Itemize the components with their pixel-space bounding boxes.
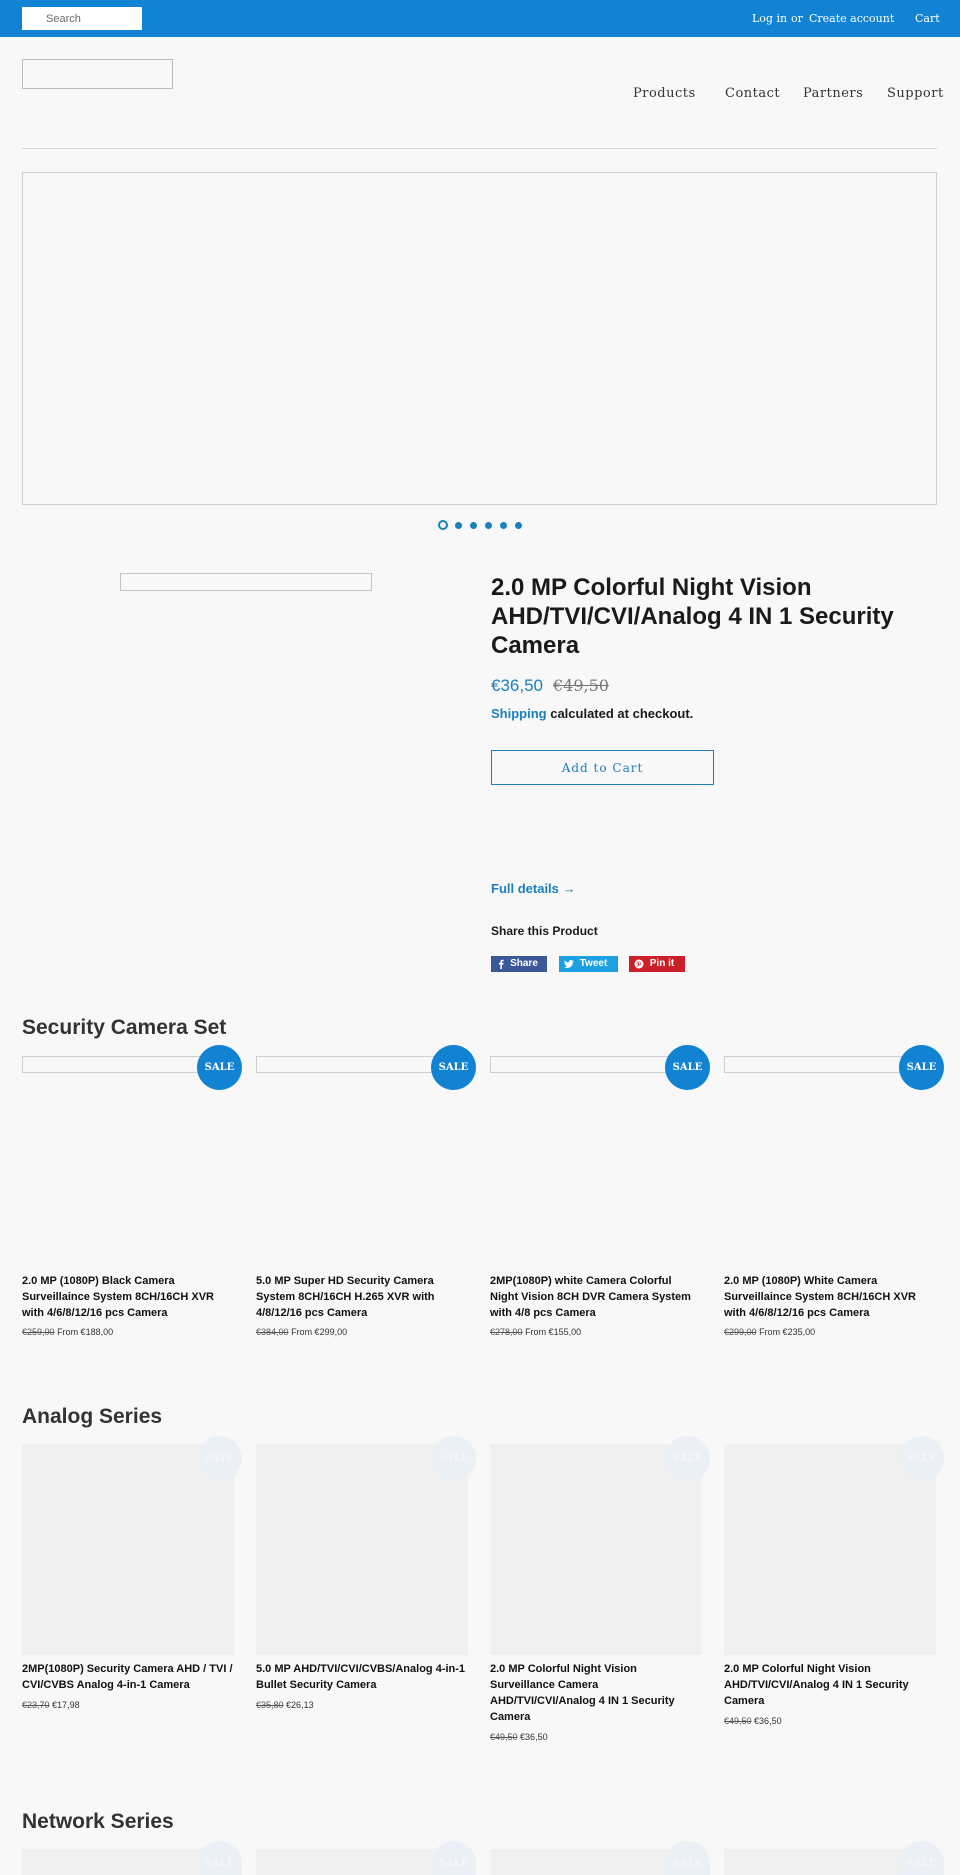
- product-card-price: [22, 1327, 113, 1337]
- old-price: €49,50: [490, 1732, 518, 1742]
- product-card-title[interactable]: 2MP(1080P) white Camera Colorful Night Vision 8CH DVR Camera System with 4/8 pcs Camera: [490, 1275, 691, 1319]
- nav-contact[interactable]: Contact: [725, 86, 781, 101]
- top-bar: [0, 0, 960, 37]
- product-card-title[interactable]: 2.0 MP Colorful Night Vision AHD/TVI/CVI/Analog 4 IN 1 Security Camera: [724, 1663, 909, 1707]
- product-image[interactable]: [120, 573, 372, 591]
- section-title-security-camera-set: Security Camera Set: [22, 1016, 227, 1039]
- product-card-price: [256, 1327, 347, 1337]
- old-price: €23,70: [22, 1700, 50, 1710]
- old-price: €49,50: [724, 1716, 752, 1726]
- slide-dot-6[interactable]: [515, 522, 522, 529]
- product-old-price: €49,50: [553, 676, 609, 695]
- product-card-price: [724, 1327, 815, 1337]
- login-link[interactable]: Log in: [752, 12, 788, 25]
- share-label: Share: [510, 958, 538, 969]
- sale-price: From €155,00: [525, 1327, 582, 1337]
- sale-badge: SALE: [665, 1841, 710, 1875]
- slide-dot-2[interactable]: [455, 522, 462, 529]
- shipping-link[interactable]: Shipping: [491, 706, 547, 721]
- sale-badge: SALE: [899, 1045, 944, 1090]
- search-icon: [26, 12, 38, 24]
- old-price: €384,00: [256, 1327, 289, 1337]
- create-account-link[interactable]: Create account: [809, 12, 895, 25]
- slideshow-dots: [438, 520, 538, 530]
- slide-dot-4[interactable]: [485, 522, 492, 529]
- sale-price: From €235,00: [759, 1327, 816, 1337]
- sale-badge: SALE: [197, 1045, 242, 1090]
- product-card-price: [724, 1716, 782, 1726]
- full-details-link[interactable]: Full details →: [491, 881, 576, 896]
- sale-price: €26,13: [286, 1700, 314, 1710]
- facebook-icon: [496, 959, 506, 969]
- add-to-cart-button[interactable]: Add to Cart: [491, 750, 714, 785]
- sale-badge: SALE: [899, 1841, 944, 1875]
- product-title: 2.0 MP Colorful Night Vision AHD/TVI/CVI/Analog 4 IN 1 Security Camera: [491, 574, 894, 659]
- product-card-image[interactable]: [22, 1444, 234, 1655]
- share-pinterest-button[interactable]: [629, 956, 685, 972]
- pinterest-icon: [634, 959, 644, 969]
- product-card-title[interactable]: 2.0 MP (1080P) Black Camera Surveillaince System 8CH/16CH XVR with 4/6/8/12/16 pcs Camera: [22, 1275, 214, 1319]
- cart-link[interactable]: Cart: [915, 12, 940, 25]
- sale-price: €36,50: [520, 1732, 548, 1742]
- shipping-text: calculated at checkout.: [546, 706, 694, 721]
- product-card-image[interactable]: [724, 1444, 936, 1655]
- sale-badge: SALE: [665, 1436, 710, 1481]
- product-card-image[interactable]: [256, 1444, 468, 1655]
- sale-badge: SALE: [899, 1436, 944, 1481]
- sale-badge: SALE: [431, 1841, 476, 1875]
- sale-price: €36,50: [754, 1716, 782, 1726]
- product-card-price: [22, 1700, 80, 1710]
- nav-products[interactable]: Products: [633, 86, 696, 101]
- product-card-price: [490, 1732, 548, 1742]
- sale-badge: SALE: [197, 1436, 242, 1481]
- sale-badge: SALE: [431, 1436, 476, 1481]
- search-box[interactable]: [22, 7, 142, 30]
- sale-badge: SALE: [431, 1045, 476, 1090]
- old-price: €278,00: [490, 1327, 523, 1337]
- header-divider: [22, 148, 937, 149]
- sale-badge: SALE: [197, 1841, 242, 1875]
- old-price: €259,00: [22, 1327, 55, 1337]
- hero-slideshow[interactable]: [22, 172, 937, 505]
- nav-support[interactable]: Support: [887, 86, 944, 101]
- old-price: €299,00: [724, 1327, 757, 1337]
- product-card-title[interactable]: 2.0 MP (1080P) White Camera Surveillaince System 8CH/16CH XVR with 4/6/8/12/16 pcs Camera: [724, 1275, 916, 1319]
- old-price: €35,80: [256, 1700, 284, 1710]
- sale-price: From €188,00: [57, 1327, 114, 1337]
- product-card-image[interactable]: [724, 1056, 909, 1073]
- pin-label: Pin it: [649, 958, 675, 969]
- share-facebook-button[interactable]: [491, 956, 547, 972]
- slide-dot-3[interactable]: [470, 522, 477, 529]
- nav-partners[interactable]: Partners: [803, 86, 864, 101]
- product-card-title[interactable]: 5.0 MP Super HD Security Camera System 8CH/16CH H.265 XVR with 4/8/12/16 pcs Camera: [256, 1275, 435, 1319]
- product-card-title[interactable]: 2MP(1080P) Security Camera AHD / TVI / CVI/CVBS Analog 4-in-1 Camera: [22, 1663, 233, 1691]
- slide-dot-1[interactable]: [438, 520, 448, 530]
- product-card-image[interactable]: [490, 1444, 702, 1655]
- share-title: Share this Product: [491, 924, 598, 938]
- product-card-title[interactable]: 2.0 MP Colorful Night Vision Surveillance Camera AHD/TVI/CVI/Analog 4 IN 1 Security Camera: [490, 1663, 675, 1723]
- logo[interactable]: [22, 59, 173, 89]
- share-twitter-button[interactable]: [559, 956, 618, 972]
- twitter-icon: [564, 959, 574, 969]
- search-input[interactable]: [46, 7, 140, 30]
- slide-dot-5[interactable]: [500, 522, 507, 529]
- product-sale-price: €36,50: [491, 676, 543, 695]
- sale-price: From €299,00: [291, 1327, 348, 1337]
- section-title-analog-series: Analog Series: [22, 1405, 163, 1428]
- product-card-title[interactable]: 5.0 MP AHD/TVI/CVI/CVBS/Analog 4-in-1 Bullet Security Camera: [256, 1663, 466, 1691]
- sale-badge: SALE: [665, 1045, 710, 1090]
- or-text: or: [791, 12, 803, 25]
- product-card-price: [256, 1700, 314, 1710]
- section-title-network-series: Network Series: [22, 1810, 174, 1833]
- sale-price: €17,98: [52, 1700, 80, 1710]
- tweet-label: Tweet: [579, 958, 608, 969]
- product-card-price: [490, 1327, 581, 1337]
- shipping-note: [491, 706, 693, 721]
